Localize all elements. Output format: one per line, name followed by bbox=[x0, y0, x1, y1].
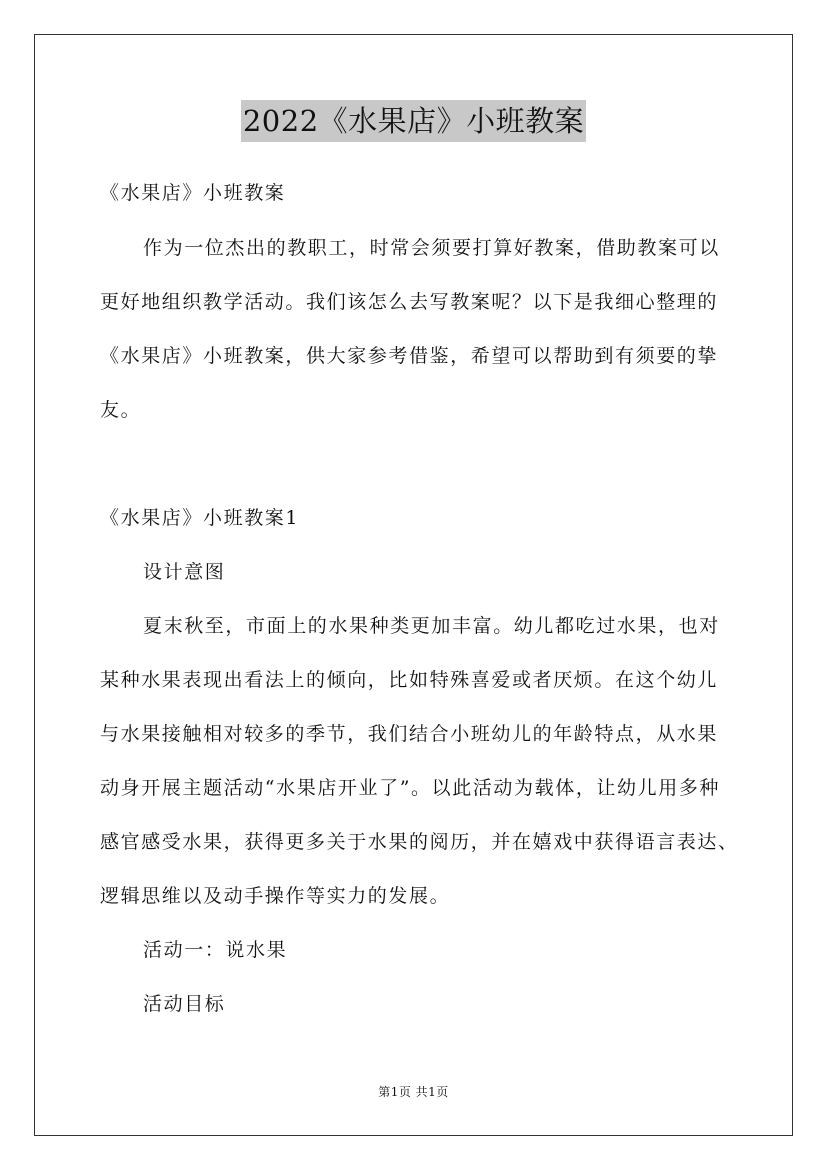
intro-line: 《水果店》小班教案，供大家参考借鉴，希望可以帮助到有须要的挚 bbox=[100, 345, 719, 367]
activity-goal-heading: 活动目标 bbox=[143, 993, 226, 1015]
page-number: 第1页 共1页 bbox=[378, 1085, 449, 1099]
intro-line: 友。 bbox=[100, 399, 142, 421]
title-container bbox=[0, 100, 827, 142]
design-line: 某种水果表现出看法上的倾向，比如特殊喜爱或者厌烦。在这个幼儿 bbox=[100, 669, 719, 691]
document-title: 2022《水果店》小班教案 bbox=[241, 100, 586, 142]
intro-line: 作为一位杰出的教职工，时常会须要打算好教案，借助教案可以 bbox=[143, 237, 720, 259]
document-subtitle: 《水果店》小班教案 bbox=[100, 182, 286, 204]
design-line: 动身开展主题活动“水果店开业了”。以此活动为载体，让幼儿用多种 bbox=[100, 777, 721, 799]
design-line: 逻辑思维以及动手操作等实力的发展。 bbox=[100, 885, 451, 907]
design-line: 与水果接触相对较多的季节，我们结合小班幼儿的年龄特点，从水果 bbox=[100, 723, 719, 745]
intro-line: 更好地组织教学活动。我们该怎么去写教案呢？以下是我细心整理的 bbox=[100, 291, 719, 313]
section-heading: 《水果店》小班教案1 bbox=[100, 507, 300, 529]
design-intent-heading: 设计意图 bbox=[143, 561, 226, 583]
activity-heading: 活动一：说水果 bbox=[143, 939, 288, 961]
design-line: 夏末秋至，市面上的水果种类更加丰富。幼儿都吃过水果，也对 bbox=[143, 615, 720, 637]
design-line: 感官感受水果，获得更多关于水果的阅历，并在嬉戏中获得语言表达、 bbox=[100, 831, 739, 853]
